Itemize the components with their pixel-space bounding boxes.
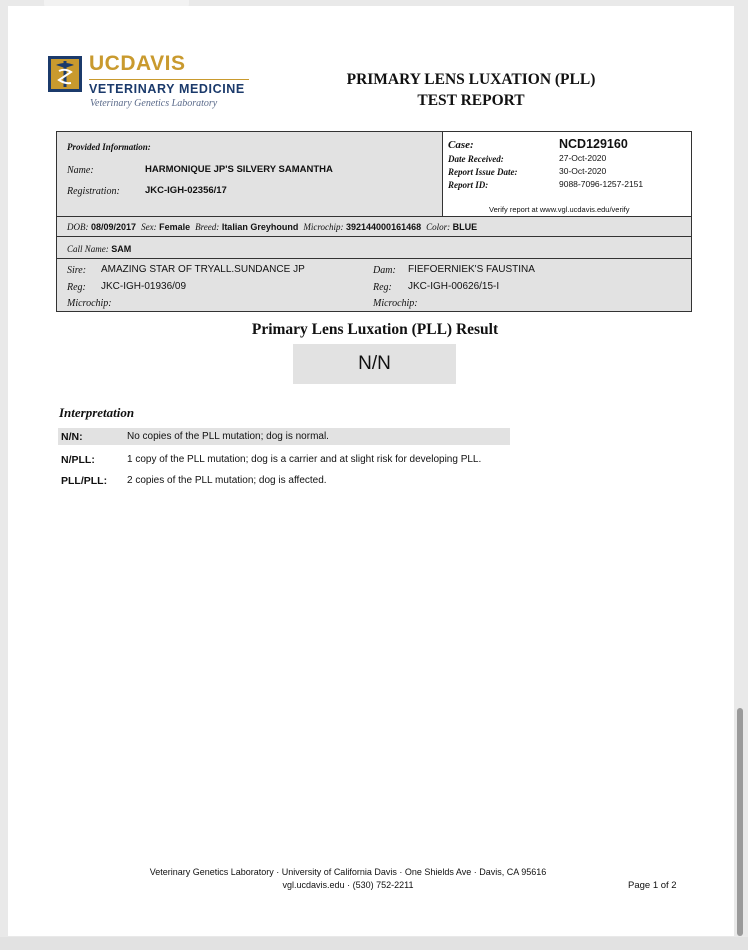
interpretation-row [58, 451, 510, 468]
report-title-line1: PRIMARY LENS LUXATION (PLL) [346, 71, 596, 88]
breed-label: Breed: [195, 222, 220, 232]
genotype-meaning: 1 copy of the PLL mutation; dog is a carrier and at slight risk for developing PLL. [127, 454, 482, 465]
ucdavis-logo [48, 54, 248, 114]
bottom-bar [0, 937, 748, 950]
footer-line1: Veterinary Genetics Laboratory · University of California Davis · One Shields Ave · Davis, CA 95616 [149, 867, 547, 877]
dam-reg-value: JKC-IGH-00626/15-I [408, 281, 500, 292]
result-title: Primary Lens Luxation (PLL) Result [251, 321, 499, 338]
call-name-label: Call Name: [67, 244, 109, 254]
registration-value: JKC-IGH-02356/17 [145, 185, 227, 196]
dam-label: Dam: [373, 265, 396, 276]
sire-reg-label: Reg: [67, 282, 86, 293]
dam-value: FIEFOERNIEK'S FAUSTINA [408, 264, 535, 275]
interpretation-row [58, 428, 510, 445]
genotype-meaning: No copies of the PLL mutation; dog is normal. [127, 431, 329, 442]
interpretation-heading: Interpretation [59, 405, 135, 420]
divider [57, 236, 691, 237]
divider [57, 216, 691, 217]
genotype-key: PLL/PLL: [61, 475, 108, 487]
caduceus-shield-icon [48, 56, 82, 92]
dob-value: 08/09/2017 [91, 222, 137, 232]
call-name-row [67, 244, 131, 254]
case-divider [442, 132, 443, 216]
genotype-key: N/N: [61, 431, 83, 443]
scrollbar[interactable] [737, 708, 743, 936]
report-title [320, 69, 622, 111]
provided-heading: Provided Information: [67, 142, 151, 152]
case-label: Case: [448, 139, 474, 151]
footer-line2: vgl.ucdavis.edu · (530) 752-2211 [282, 879, 414, 890]
sex-value: Female [159, 222, 191, 232]
lab-name: Veterinary Genetics Laboratory [90, 98, 218, 109]
ucdavis-wordmark: UCDAVIS [89, 52, 186, 75]
report-id-label: Report ID: [448, 180, 489, 190]
microchip-label: Microchip: [303, 222, 344, 232]
issue-date: 30-Oct-2020 [559, 166, 607, 176]
case-id: NCD129160 [559, 137, 628, 151]
color-value: BLUE [452, 222, 478, 232]
divider [57, 258, 691, 259]
color-label: Color: [426, 222, 451, 232]
dog-name: HARMONIQUE JP'S SILVERY SAMANTHA [145, 164, 333, 175]
issue-date-label: Report Issue Date: [448, 167, 518, 177]
sire-reg-value: JKC-IGH-01936/09 [101, 281, 187, 292]
provided-info-box [56, 131, 692, 312]
report-title-line2: TEST REPORT [417, 92, 525, 109]
date-received-label: Date Received: [448, 154, 504, 164]
page-number: Page 1 of 2 [628, 880, 677, 891]
footer-address [100, 866, 596, 891]
interpretation-row [58, 472, 510, 489]
genotype-meaning: 2 copies of the PLL mutation; dog is affected. [127, 475, 327, 486]
genotype-key: N/PLL: [61, 454, 95, 466]
sire-value: AMAZING STAR OF TRYALL.SUNDANCE JP [101, 264, 305, 275]
sire-label: Sire: [67, 265, 87, 276]
call-name-value: SAM [111, 244, 132, 254]
name-label: Name: [67, 165, 94, 176]
dob-label: DOB: [67, 222, 89, 232]
sire-microchip-label: Microchip: [67, 298, 112, 309]
result-value: N/N [293, 344, 456, 384]
date-received: 27-Oct-2020 [559, 153, 607, 163]
microchip-value: 392144000161468 [346, 222, 422, 232]
registration-label: Registration: [67, 186, 120, 197]
sex-label: Sex: [141, 222, 157, 232]
dam-reg-label: Reg: [373, 282, 392, 293]
school-name: VETERINARY MEDICINE [89, 79, 249, 96]
verify-note: Verify report at www.vgl.ucdavis.edu/verify [489, 205, 630, 214]
dam-microchip-label: Microchip: [373, 298, 418, 309]
dog-details-row [67, 222, 477, 232]
report-id: 9088-7096-1257-2151 [559, 179, 644, 189]
breed-value: Italian Greyhound [221, 222, 299, 232]
